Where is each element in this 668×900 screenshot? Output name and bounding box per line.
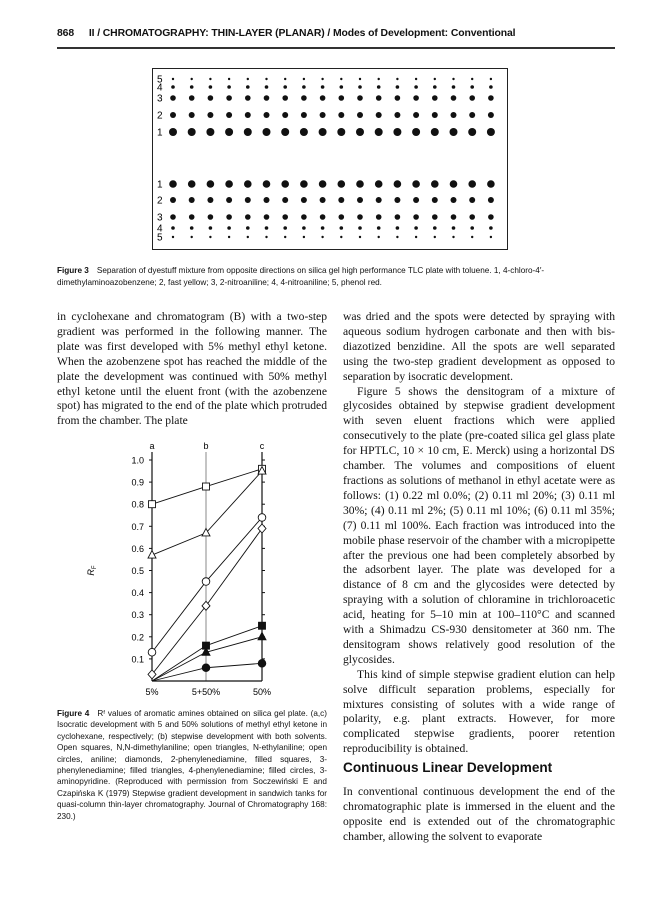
tlc-spot (320, 214, 326, 220)
tlc-spot (375, 180, 383, 188)
tlc-spot (189, 214, 195, 220)
right-column-text (343, 310, 615, 757)
tlc-spot (394, 180, 402, 188)
y-tick-label: 0.6 (131, 543, 144, 554)
tlc-spot (357, 197, 363, 203)
axis-top-label: b (203, 441, 209, 451)
tlc-spot (284, 78, 286, 80)
tlc-spot (247, 236, 249, 238)
tlc-spot (469, 95, 475, 101)
tlc-spot (376, 95, 382, 101)
tlc-spot (359, 78, 361, 80)
tlc-spot (206, 128, 214, 136)
tlc-spot (189, 197, 195, 203)
tlc-spot (376, 197, 382, 203)
tlc-spot (434, 236, 436, 238)
tlc-spot (488, 214, 494, 220)
tlc-spot (300, 128, 308, 136)
tlc-spot (415, 236, 417, 238)
tlc-spot (321, 78, 323, 80)
tlc-spot (188, 128, 196, 136)
tlc-spot (451, 197, 457, 203)
tlc-spot (171, 85, 175, 89)
tlc-spot (189, 95, 195, 101)
left-column-text (57, 310, 327, 429)
tlc-spot (227, 226, 231, 230)
tlc-spot (191, 236, 193, 238)
tlc-spot (488, 112, 494, 118)
tlc-spot (300, 180, 308, 188)
y-tick-label: 0.7 (131, 521, 144, 532)
tlc-spot (208, 95, 214, 101)
tlc-spot (395, 95, 401, 101)
tlc-spot (228, 78, 230, 80)
tlc-spot (320, 95, 326, 101)
tlc-spot (227, 85, 231, 89)
tlc-spot (283, 85, 287, 89)
tlc-spot (358, 226, 362, 230)
tlc-spot (170, 95, 176, 101)
tlc-spot (209, 236, 211, 238)
tlc-spot (414, 226, 418, 230)
tlc-spot (469, 214, 475, 220)
tlc-spot (207, 180, 215, 188)
spot-row-label: 5 (157, 74, 163, 86)
tlc-spot (226, 112, 232, 118)
tlc-spot (190, 226, 194, 230)
tlc-spot (396, 78, 398, 80)
paragraph: in cyclohexane and chromatogram (B) with a two-step gradient was performed in the following manner. The plate was first developed with 5% methyl ethyl ketone. When the azobenzene spot has reached the middle of the plate the development was continued with 50% methyl ethyl ketone until the eluent front (with the azobenzene spot) has migrated to the end of the plate which protruded from the chamber. The plate (57, 310, 327, 428)
tlc-spot (321, 85, 325, 89)
tlc-spot (246, 226, 250, 230)
tlc-spot (170, 214, 176, 220)
tlc-spot (282, 197, 288, 203)
tlc-spot (471, 236, 473, 238)
tlc-spot (451, 112, 457, 118)
tlc-spot (302, 226, 306, 230)
tlc-spot (470, 226, 474, 230)
y-tick-label: 0.3 (131, 610, 144, 621)
tlc-spot (265, 236, 267, 238)
section-heading: Continuous Linear Development (343, 760, 553, 775)
tlc-spot (247, 78, 249, 80)
tlc-spot (393, 128, 401, 136)
tlc-spot (169, 180, 177, 188)
tlc-spot (245, 95, 251, 101)
tlc-spot (264, 112, 270, 118)
tlc-spot (191, 78, 193, 80)
tlc-spot (414, 85, 418, 89)
paragraph: In conventional continuous development the end of the chromatographic plate is immersed in the eluent and the opposite end is extended out of the chromatographic chamber, allowing the solvent to evaporate (343, 785, 615, 843)
tlc-spot (357, 112, 363, 118)
tlc-spot (321, 236, 323, 238)
tlc-spot (488, 95, 494, 101)
tlc-spot (413, 112, 419, 118)
tlc-spot (359, 236, 361, 238)
tlc-spot (376, 112, 382, 118)
tlc-spot (468, 128, 476, 136)
tlc-spot (321, 226, 325, 230)
tlc-spot (338, 112, 344, 118)
y-axis-label: $R_F$ (86, 565, 98, 576)
tlc-spot (490, 78, 492, 80)
tlc-spot (337, 128, 345, 136)
figure-3-label: Figure 3 (57, 266, 89, 275)
tlc-spot (263, 180, 271, 188)
spot-row-label: 1 (157, 127, 163, 139)
tlc-spot (434, 78, 436, 80)
tlc-spot (358, 85, 362, 89)
tlc-spot (190, 85, 194, 89)
tlc-spot (469, 112, 475, 118)
tlc-spot (413, 214, 419, 220)
x-tick-label: 5+50% (191, 687, 221, 697)
tlc-spot (303, 236, 305, 238)
tlc-spot (376, 214, 382, 220)
tlc-spot (170, 112, 176, 118)
tlc-spot (209, 78, 211, 80)
tlc-spot (468, 180, 476, 188)
tlc-spot (470, 85, 474, 89)
figure-4-chart (40, 440, 330, 705)
y-tick-label: 0.8 (131, 499, 144, 510)
tlc-spot (169, 128, 177, 136)
tlc-spot (265, 85, 269, 89)
figure-3-caption (57, 265, 617, 288)
data-point-open-circle (202, 578, 210, 586)
tlc-spot (396, 85, 400, 89)
tlc-spot (208, 214, 214, 220)
tlc-spot (487, 128, 495, 136)
tlc-spot (319, 128, 327, 136)
spot-row-label: 3 (157, 93, 163, 105)
tlc-spot (209, 226, 213, 230)
data-point-filled-triangle (258, 632, 266, 640)
tlc-spot (281, 180, 289, 188)
tlc-spot (432, 112, 438, 118)
y-tick-label: 0.1 (131, 654, 144, 665)
tlc-spot (340, 226, 344, 230)
tlc-spot (356, 180, 364, 188)
tlc-spot (170, 197, 176, 203)
data-point-open-square (203, 483, 210, 490)
data-point-filled-square (259, 622, 266, 629)
running-title: II / CHROMATOGRAPHY: THIN-LAYER (PLANAR) / Modes of Development: Conventional (88, 28, 516, 39)
tlc-spot (226, 95, 232, 101)
tlc-spot (487, 180, 495, 188)
tlc-spot (244, 180, 252, 188)
tlc-spot (225, 128, 233, 136)
tlc-spot (378, 78, 380, 80)
tlc-spot (412, 128, 420, 136)
tlc-spot (394, 197, 400, 203)
tlc-spot (471, 78, 473, 80)
tlc-spot (433, 85, 437, 89)
tlc-spot (284, 236, 286, 238)
tlc-spot (450, 128, 458, 136)
tlc-spot (264, 95, 270, 101)
tlc-spot (415, 78, 417, 80)
tlc-spot (226, 214, 232, 220)
tlc-spot (301, 197, 307, 203)
spot-row-label: 3 (157, 212, 163, 224)
data-point-open-circle (258, 514, 266, 522)
tlc-spot (413, 95, 419, 101)
running-header (57, 28, 617, 39)
tlc-spot (489, 226, 493, 230)
tlc-spot (412, 180, 420, 188)
spot-row-label: 2 (157, 195, 163, 207)
tlc-spot (303, 78, 305, 80)
tlc-spot (396, 236, 398, 238)
tlc-spot (339, 95, 345, 101)
tlc-spot (432, 214, 438, 220)
y-tick-label: 0.5 (131, 566, 144, 576)
tlc-spot (377, 85, 381, 89)
paragraph: was dried and the spots were detected by spraying with aqueous sodium hydrogen carbonate and then with bis-diazotized benzidine. All the spots are well separated using the two-step gradient development as opposed to separation by isocratic development. (343, 310, 615, 383)
tlc-spot (226, 197, 232, 203)
tlc-spot (375, 128, 383, 136)
tlc-spot (209, 85, 213, 89)
header-rule (57, 47, 615, 49)
y-tick-label: 0.2 (131, 632, 144, 643)
figure-3-tlc-plate (152, 68, 508, 250)
tlc-spot (320, 197, 326, 203)
tlc-spot (395, 214, 401, 220)
tlc-spot (451, 214, 457, 220)
y-tick-label: 0.4 (131, 588, 144, 599)
tlc-spot (263, 128, 271, 136)
tlc-spot (340, 85, 344, 89)
tlc-spot (301, 95, 307, 101)
axis-top-label: c (259, 441, 265, 451)
tlc-spot (172, 236, 174, 238)
tlc-spot (339, 214, 345, 220)
data-point-filled-circle (258, 660, 266, 668)
tlc-spot (225, 180, 233, 188)
tlc-spot (396, 226, 400, 230)
tlc-spot (490, 236, 492, 238)
tlc-spot (489, 85, 493, 89)
tlc-spot (357, 95, 363, 101)
tlc-spot (265, 226, 269, 230)
tlc-spot (469, 197, 475, 203)
page-number: 868 (57, 28, 75, 39)
tlc-spot (281, 128, 289, 136)
tlc-spot (264, 214, 270, 220)
data-point-open-square (149, 501, 156, 508)
tlc-spot (264, 197, 270, 203)
tlc-spot (302, 85, 306, 89)
tlc-spot (357, 214, 363, 220)
figure-4-caption (57, 708, 327, 822)
x-tick-label: 50% (252, 687, 272, 697)
tlc-spot (452, 78, 454, 80)
section-text (343, 785, 615, 845)
tlc-spot (378, 236, 380, 238)
spot-row-label: 2 (157, 110, 163, 122)
tlc-spot (432, 197, 438, 203)
tlc-spot (282, 112, 288, 118)
tlc-spot (452, 236, 454, 238)
tlc-spot (338, 197, 344, 203)
tlc-spot (319, 180, 327, 188)
figure-4-caption-text: Rᶠ values of aromatic amines obtained on silica gel plate. (a,c) Isocratic development with 5 and 50% solutions of methyl ethyl ketone in cyclohexane, respectively; (b) stepwise development with both solvents. Open squares, N,N-dimethylaniline; open triangles, N-ethylaniline; open circles, aniline; diamonds, 2-phenylenediamine, filled squares, 3-phenylenediamine; filled triangles, 4-phenylenediamine; filled circles, 3-aminopyridine. (Reproduced with permission from Soczewiński E and Czapińska K (1979) Stepwise gradient development in sandwich tanks for quasi-column thin-layer chromatography. Journal of Chromatography 168: 230.) (57, 709, 327, 821)
tlc-spot (431, 180, 439, 188)
tlc-spot (246, 85, 250, 89)
tlc-spot (320, 112, 326, 118)
tlc-spot (450, 180, 458, 188)
tlc-spot (245, 112, 251, 118)
tlc-spot (413, 197, 419, 203)
axis-top-label: a (149, 441, 155, 451)
tlc-spot (172, 78, 174, 80)
tlc-spot (394, 112, 400, 118)
tlc-spot (301, 214, 307, 220)
tlc-spot (433, 226, 437, 230)
tlc-spot (188, 180, 196, 188)
tlc-spot (452, 226, 456, 230)
tlc-spot (377, 226, 381, 230)
tlc-spot (244, 128, 252, 136)
spot-row-label: 1 (157, 179, 163, 191)
tlc-spot (452, 85, 456, 89)
tlc-spots (153, 69, 507, 249)
tlc-spot (338, 180, 346, 188)
paragraph: Figure 5 shows the densitogram of a mixture of glycosides obtained by stepwise gradient development with seven eluent fractions which were applied consecutively to the plate (pre-coated silica gel glass plate for HPTLC, 10 × 10 cm, E. Merck) using a horizontal DS chamber. The volumes and compositions of eluent fractions as solutions of methanol in ethyl acetate were as follows: (1) 0.22 ml 0.0%; (2) 0.11 ml 20%; (3) 0.11 ml 30%; (4) 0.11 ml 2%; (5) 0.11 ml 10%; (6) 0.11 ml 35%; (7) 0.11 ml 100%. Each fraction was introduced into the mobile phase reservoir of the chamber with a micropipette after the previous one had been completely absorbed by the adsorbent layer. The plate was developed for a distance of 8 cm and the glycosides were detected by spraying with a solution of chloramine in trichloroacetic acid, heating for 5–10 min at 100–110°C and scanned with a Shimadzu CS-930 densitometer at 360 nm. The densitogram shows relatively good resolution of the glycosides. (343, 384, 615, 666)
tlc-spot (340, 236, 342, 238)
tlc-spot (207, 197, 213, 203)
tlc-spot (265, 78, 267, 80)
figure-3-caption-text: Separation of dyestuff mixture from opposite directions on silica gel high performance TLC plate with toluene. 1, 4-chloro-4′-dimethylaminoazobenzene; 2, fast yellow; 3, 2-nitroaniline; 4, 4-nitroaniline; 5, phenol red. (57, 266, 545, 287)
y-tick-label: 1.0 (131, 455, 144, 466)
tlc-spot (282, 214, 288, 220)
tlc-spot (245, 197, 251, 203)
tlc-spot (189, 112, 195, 118)
tlc-spot (432, 95, 438, 101)
tlc-spot (228, 236, 230, 238)
spot-row-label: 5 (157, 232, 163, 244)
tlc-spot (340, 78, 342, 80)
figure-4-label: Figure 4 (57, 709, 90, 718)
tlc-spot (207, 112, 213, 118)
spot-row-label: 4 (157, 82, 163, 94)
tlc-spot (451, 95, 457, 101)
tlc-spot (283, 226, 287, 230)
spot-row-label: 4 (157, 223, 163, 235)
tlc-spot (171, 226, 175, 230)
y-tick-label: 0.9 (131, 477, 144, 488)
tlc-spot (431, 128, 439, 136)
rf-line-chart (40, 440, 330, 705)
tlc-spot (282, 95, 288, 101)
tlc-spot (488, 197, 494, 203)
tlc-spot (356, 128, 364, 136)
x-tick-label: 5% (145, 687, 159, 697)
tlc-spot (301, 112, 307, 118)
data-point-open-circle (148, 648, 156, 656)
tlc-spot (245, 214, 251, 220)
data-point-filled-circle (202, 664, 210, 672)
paragraph: This kind of simple stepwise gradient elution can help solve difficult separation problems, especially for mixtures consisting of solutes with a wide range of polarity, e.g. plant extracts. However, for more complicated stepwise gradients, poorer retention reproducibility is obtained. (343, 667, 615, 756)
